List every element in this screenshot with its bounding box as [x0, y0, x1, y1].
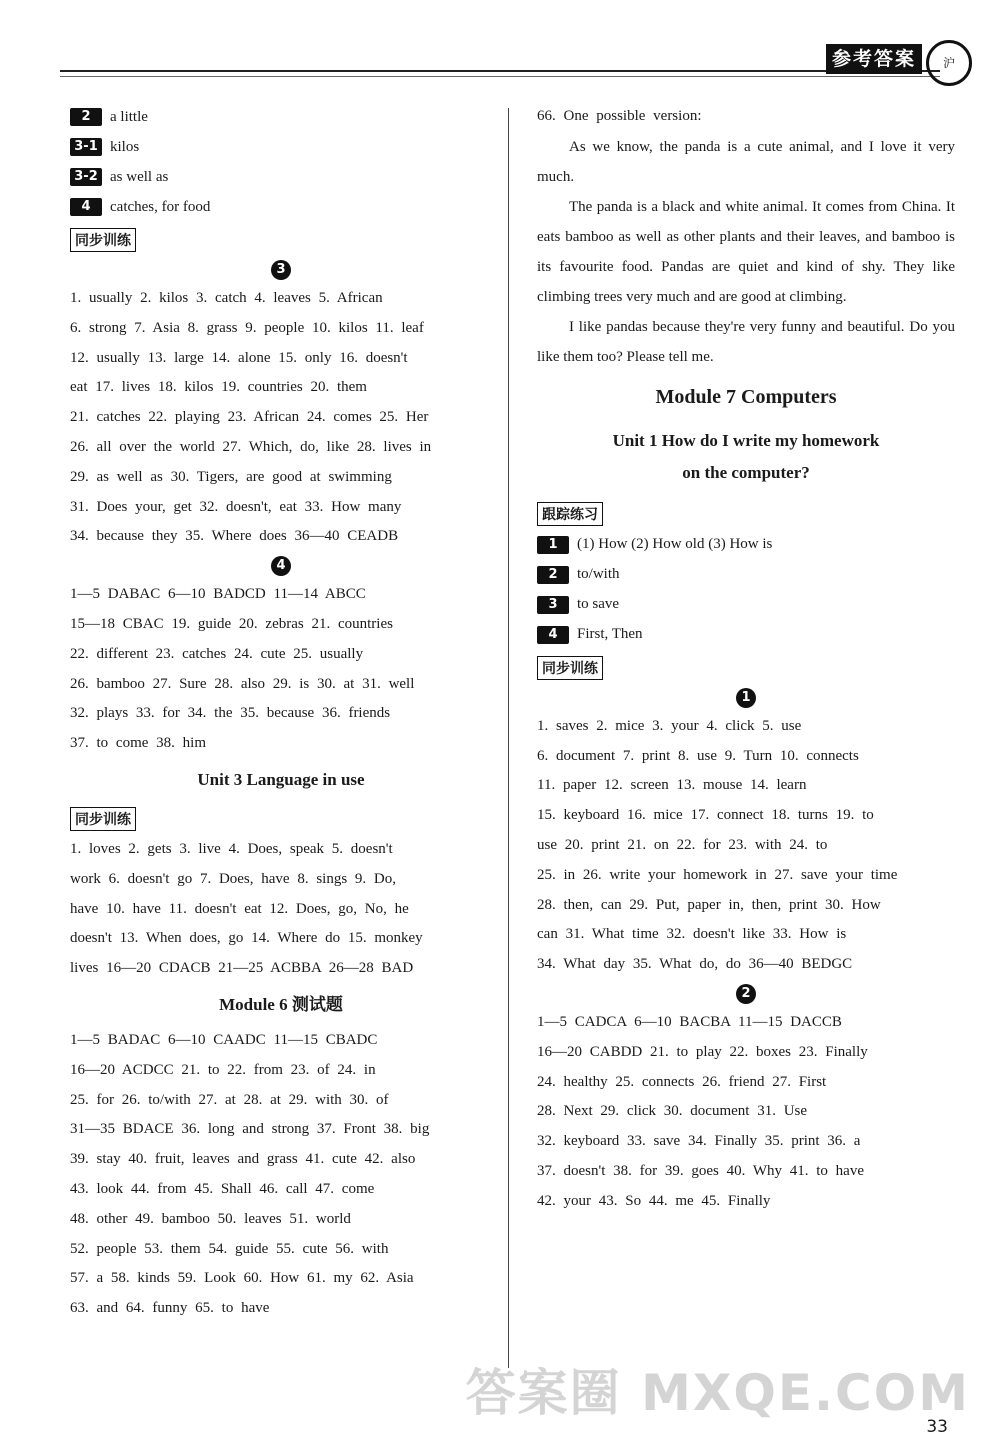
item-text: as well as [110, 168, 169, 185]
publisher-logo: 沪 [926, 40, 972, 86]
column-divider [508, 108, 509, 1368]
answer-line: 11. paper 12. screen 13. mouse 14. learn [537, 777, 807, 794]
answer-line: 6. document 7. print 8. use 9. Turn 10. connects [537, 747, 859, 764]
item-badge: 4 [537, 626, 569, 644]
answer-line: 42. your 43. So 44. me 45. Finally [537, 1192, 771, 1209]
track-item [537, 560, 955, 590]
answer-line: doesn't 13. When does, go 14. Where do 15. monkey [70, 930, 423, 947]
answer-line: 1—5 DABAC 6—10 BADCD 11—14 ABCC [70, 586, 366, 603]
right-column [537, 102, 955, 1217]
top-answer-item [70, 102, 492, 132]
section-4-marker: 4 [271, 556, 291, 576]
sync-training-label: 同步训练 [70, 807, 136, 831]
answer-line: 21. catches 22. playing 23. African 24. comes 25. Her [70, 409, 429, 426]
tracking-practice-label: 跟踪练习 [537, 502, 603, 526]
answer-line: 1—5 CADCA 6—10 BACBA 11—15 DACCB [537, 1013, 842, 1030]
track-item [537, 530, 955, 560]
answer-line: 6. strong 7. Asia 8. grass 9. people 10. kilos 11. leaf [70, 319, 424, 336]
top-answer-item [70, 162, 492, 192]
answer-line: 29. as well as 30. Tigers, are good at swimming [70, 468, 392, 485]
answer-line: 37. to come 38. him [70, 735, 206, 752]
section-3-answers [70, 284, 492, 552]
top-answer-item [70, 132, 492, 162]
section-3-marker: 3 [271, 260, 291, 280]
answer-line: 32. keyboard 33. save 34. Finally 35. print 36. a [537, 1133, 861, 1150]
item-text: (1) How (2) How old (3) How is [577, 536, 773, 553]
item-badge: 2 [70, 108, 102, 126]
answer-line: 22. different 23. catches 24. cute 25. usually [70, 645, 364, 662]
answer-line: 39. stay 40. fruit, leaves and grass 41. cute 42. also [70, 1151, 416, 1168]
site-watermark: 答案圈 MXQE.COM [465, 1364, 970, 1422]
answer-line: can 31. What time 32. doesn't like 33. How is [537, 926, 847, 943]
module-6-test-title: Module 6 测试题 [219, 994, 343, 1014]
answer-line: 26. bamboo 27. Sure 28. also 29. is 30. at 31. well [70, 675, 415, 692]
answer-line: 15—18 CBAC 19. guide 20. zebras 21. countries [70, 615, 393, 632]
answer-line: 12. usually 13. large 14. alone 15. only 16. doesn't [70, 349, 408, 366]
answer-line: 16—20 ACDCC 21. to 22. from 23. of 24. in [70, 1061, 376, 1078]
section-2-answers [537, 1008, 955, 1217]
item-text: to/with [577, 566, 620, 583]
answer-line: 25. for 26. to/with 27. at 28. at 29. with 30. of [70, 1091, 389, 1108]
answer-line: 34. because they 35. Where does 36—40 CEADB [70, 528, 399, 545]
essay-paragraph: The panda is a black and white animal. It comes from China. It eats bamboo as well as other plants and their leaves, and bamboo is its favourite food. Pandas are quiet and kind of shy. They like climbing trees very much and are good at climbing. [537, 198, 955, 305]
answer-line: 26. all over the world 27. Which, do, like 28. lives in [70, 438, 432, 455]
answer-line: 31—35 BDACE 36. long and strong 37. Front 38. big [70, 1121, 430, 1138]
item-badge: 4 [70, 198, 102, 216]
answer-line: work 6. doesn't go 7. Does, have 8. sings 9. Do, [70, 870, 397, 887]
item-badge: 3-1 [70, 138, 102, 156]
answer-line: 37. doesn't 38. for 39. goes 40. Why 41. to have [537, 1162, 864, 1179]
header-rule-thin [60, 76, 940, 77]
answer-line: 15. keyboard 16. mice 17. connect 18. turns 19. to [537, 807, 874, 824]
q66-intro: 66. One possible version: [537, 108, 702, 124]
answer-line: 32. plays 33. for 34. the 35. because 36. friends [70, 705, 391, 722]
unit-1-title: Unit 1 How do I write my homework [612, 430, 880, 450]
left-column [70, 102, 492, 1324]
track-item [537, 620, 955, 650]
page-header-title: 参考答案 [826, 44, 922, 74]
module-6-answers [70, 1026, 492, 1324]
answer-line: 24. healthy 25. connects 26. friend 27. First [537, 1073, 827, 1090]
answer-line: 52. people 53. them 54. guide 55. cute 56. with [70, 1240, 389, 1257]
unit-3-title: Unit 3 Language in use [197, 769, 365, 789]
module-7-title: Module 7 Computers [655, 385, 837, 408]
item-text: catches, for food [110, 198, 211, 215]
essay-paragraph: I like pandas because they're very funny and beautiful. Do you like them too? Please tell me. [537, 318, 955, 365]
section-4-answers [70, 580, 492, 759]
answer-line: 1. usually 2. kilos 3. catch 4. leaves 5. African [70, 290, 383, 306]
item-text: a little [110, 108, 148, 125]
item-text: kilos [110, 138, 140, 155]
unit-1-title-cont: on the computer? [682, 462, 810, 482]
answer-line: 31. Does your, get 32. doesn't, eat 33. How many [70, 498, 402, 515]
answer-line: 34. What day 35. What do, do 36—40 BEDGC [537, 956, 853, 973]
answer-line: 1. saves 2. mice 3. your 4. click 5. use [537, 717, 802, 734]
sync-training-label: 同步训练 [537, 656, 603, 680]
item-text: to save [577, 596, 620, 613]
answer-line: 16—20 CABDD 21. to play 22. boxes 23. Finally [537, 1043, 868, 1060]
item-text: First, Then [577, 626, 643, 643]
answer-line: 48. other 49. bamboo 50. leaves 51. world [70, 1210, 351, 1227]
item-badge: 2 [537, 566, 569, 584]
unit-3-answers [70, 835, 492, 984]
answer-line: 28. then, can 29. Put, paper in, then, print 30. How [537, 896, 881, 913]
answer-line: 25. in 26. write your homework in 27. save your time [537, 866, 898, 883]
answer-line: lives 16—20 CDACB 21—25 ACBBA 26—28 BAD [70, 960, 414, 977]
section-1-answers [537, 712, 955, 980]
section-1-marker: 1 [736, 688, 756, 708]
item-badge: 1 [537, 536, 569, 554]
answer-line: 57. a 58. kinds 59. Look 60. How 61. my 62. Asia [70, 1270, 414, 1287]
answer-line: 28. Next 29. click 30. document 31. Use [537, 1103, 808, 1120]
essay-paragraph: As we know, the panda is a cute animal, and I love it very much. [537, 138, 955, 185]
answer-line: 63. and 64. funny 65. to have [70, 1300, 270, 1317]
header-rule [60, 70, 940, 72]
answer-line: 1—5 BADAC 6—10 CAADC 11—15 CBADC [70, 1031, 378, 1048]
item-badge: 3-2 [70, 168, 102, 186]
answer-line: 43. look 44. from 45. Shall 46. call 47. come [70, 1180, 375, 1197]
section-2-marker: 2 [736, 984, 756, 1004]
answer-line: have 10. have 11. doesn't eat 12. Does, go, No, he [70, 900, 409, 917]
item-badge: 3 [537, 596, 569, 614]
answer-line: eat 17. lives 18. kilos 19. countries 20. them [70, 379, 367, 396]
page-number: 33 [926, 1417, 948, 1437]
sync-training-label: 同步训练 [70, 228, 136, 252]
track-item [537, 590, 955, 620]
answer-line: 1. loves 2. gets 3. live 4. Does, speak 5. doesn't [70, 840, 393, 857]
answer-line: use 20. print 21. on 22. for 23. with 24. to [537, 836, 828, 853]
top-answer-item [70, 192, 492, 222]
